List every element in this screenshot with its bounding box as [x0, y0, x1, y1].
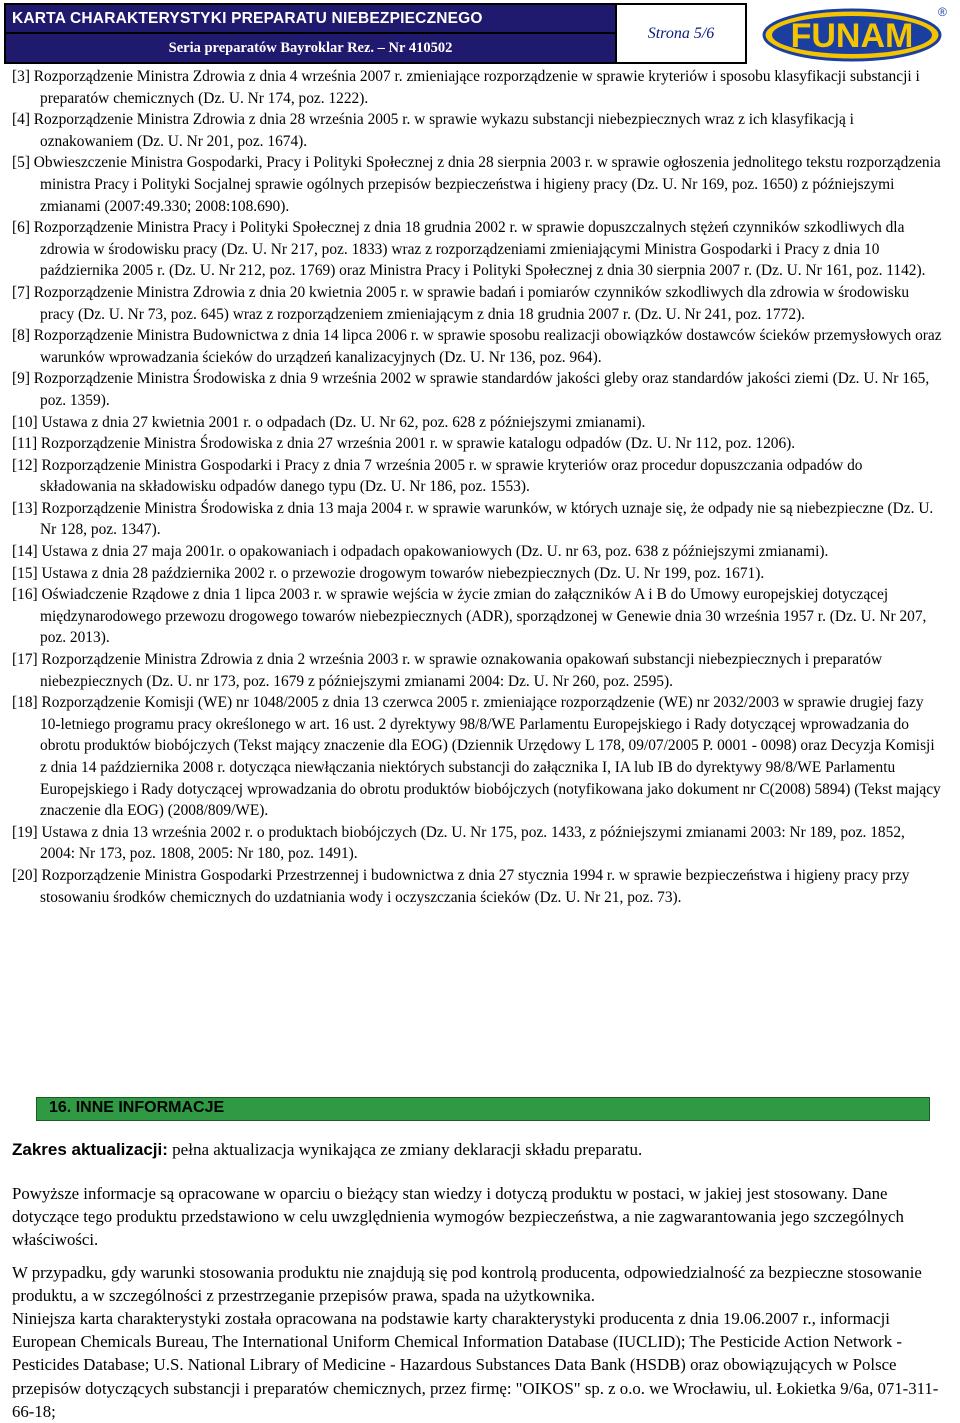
update-scope-label: Zakres aktualizacji:	[12, 1140, 168, 1159]
reference-item: [4] Rozporządzenie Ministra Zdrowia z dnia 28 września 2005 r. w sprawie wykazu substancji niebezpiecznych wraz z ich klasyfikacją i oznakowaniem (Dz. U. Nr 201, poz. 1674).	[12, 111, 854, 150]
reference-item: [12] Rozporządzenie Ministra Gospodarki i Pracy z dnia 7 września 2005 r. w sprawie kryteriów oraz procedur dopuszczania odpadów do składowania na składowisku odpadów danego typu (Dz. U. Nr 186, poz. 1553).	[12, 456, 863, 496]
reference-item: [14] Ustawa z dnia 27 maja 2001r. o opakowaniach i odpadach opakowaniowych (Dz. U. nr 63, poz. 638 z późniejszymi zmianami).	[12, 543, 829, 561]
document-title: KARTA CHARAKTERYSTYKI PREPARATU NIEBEZPIECZNEGO	[5, 4, 616, 33]
section-16-heading: 16. INNE INFORMACJE	[49, 1099, 225, 1116]
update-scope	[12, 1138, 942, 1162]
logo-text: FUNAM	[790, 17, 914, 55]
product-series: Seria preparatów Bayroklar Rez. – Nr 410502	[5, 33, 616, 63]
reference-item: [11] Rozporządzenie Ministra Środowiska z dnia 27 września 2001 r. w sprawie katalogu odpadów (Dz. U. Nr 112, poz. 1206).	[12, 435, 796, 453]
reference-item: [15] Ustawa z dnia 28 października 2002 r. o przewozie drogowym towarów niebezpiecznych (Dz. U. Nr 199, poz. 1671).	[12, 564, 765, 582]
reference-item: [20] Rozporządzenie Ministra Gospodarki Przestrzennej i budownictwa z dnia 27 stycznia 1994 r. w sprawie bezpieczeństwa i higieny pracy przy stosowaniu środków chemicznych do uzdatniania wody i oczyszczania ścieków (Dz. U. Nr 21, poz. 73).	[12, 866, 910, 906]
info-paragraph: W przypadku, gdy warunki stosowania produktu nie znajdują się pod kontrolą producenta, odpowiedzialność za bezpieczne stosowanie produktu, a w szczególności z przestrzeganie przepisów prawa, spada na użytkownika.	[12, 1262, 922, 1305]
update-scope-text: pełna aktualizacja wynikająca ze zmiany deklaracji składu preparatu.	[167, 1140, 643, 1159]
reference-item: [16] Oświadczenie Rządowe z dnia 1 lipca 2003 r. w sprawie wejścia w życie zmian do załączników A i B do Umowy europejskiej dotyczącej międzynarodowego przewozu drogowego towarów niebezpiecznych (ADR), sporządzonej w Genewie dnia 30 września 1957 r. (Dz. U. Nr 207, poz. 2013).	[12, 586, 927, 647]
info-paragraph: Niniejsza karta charakterystyki została opracowana na podstawie karty charakterystyki producenta z dnia 19.06.2007 r., informacji European Chemicals Bureau, The International Uniform Chemical Information Database (IUCLID); The Pesticide Action Network - Pesticides Database; U.S. National Library of Medicine - Hazardous Substances Data Bank (HSDB) oraz obowiązujących w Polsce przepisów dotyczących substancji i preparatów chemicznych, przez firmę: "OIKOS" sp. z o.o. we Wrocławiu, ul. Łokietka 9/6a, 071-311-66-18;	[12, 1309, 939, 1421]
section-16-heading-bar	[36, 1097, 930, 1121]
reference-item: [3] Rozporządzenie Ministra Zdrowia z dnia 4 września 2007 r. zmieniające rozporządzenie w sprawie kryteriów i sposobu klasyfikacji substancji i preparatów chemicznych (Dz. U. Nr 174, poz. 1222).	[12, 68, 920, 107]
other-information	[12, 1182, 947, 1423]
reference-item: [17] Rozporządzenie Ministra Zdrowia z dnia 2 września 2003 r. w sprawie oznakowania opakowań substancji niebezpiecznych i preparatów niebezpiecznych (Dz. U. nr 173, poz. 1679 z późniejszymi zmianami 2004: Dz. U. Nr 260, poz. 2595).	[12, 651, 883, 690]
reference-item: [18] Rozporządzenie Komisji (WE) nr 1048/2005 z dnia 13 czerwca 2005 r. zmieniające rozporządzenie (WE) nr 2032/2003 w sprawie drugiej fazy 10-letniego programu pracy określonego w art. 16 ust. 2 dyrektywy 98/8/WE Parlamentu Europejskiego i Rady dotyczącej wprowadzania do obrotu produktów biobójczych (Tekst mający znaczenie dla EOG) (Dziennik Urzędowy L 178, 09/07/2005 P. 0001 - 0098) oraz Decyzja Komisji z dnia 14 października 2008 r. dotycząca niewłączania niektórych substancji do załącznika I, IA lub IB do dyrektywy 98/8/WE Parlamentu Europejskiego i Rady dotyczącej wprowadzania do obrotu produktów biobójczych (notyfikowana jako dokument nr C(2008) 5894) (Tekst mający znaczenie dla EOG) (2008/809/WE).	[12, 694, 941, 820]
reference-item: [10] Ustawa z dnia 27 kwietnia 2001 r. o odpadach (Dz. U. Nr 62, poz. 628 z późniejszymi zmianami).	[12, 413, 646, 431]
references-list	[12, 66, 942, 908]
reference-item: [6] Rozporządzenie Ministra Pracy i Polityki Społecznej z dnia 18 grudnia 2002 r. w sprawie dopuszczalnych stężeń czynników szkodliwych dla zdrowia w środowisku pracy (Dz. U. Nr 217, poz. 1833) wraz z rozporządzeniami zmieniającymi Ministra Gospodarki i Pracy z dnia 10 października 2005 r. (Dz. U. Nr 212, poz. 1769) oraz Ministra Pracy i Polityki Społecznej z dnia 30 sierpnia 2007 r. (Dz. U. Nr 161, poz. 1142).	[12, 219, 926, 280]
reference-item: [7] Rozporządzenie Ministra Zdrowia z dnia 20 kwietnia 2005 r. w sprawie badań i pomiarów czynników szkodliwych dla zdrowia w środowisku pracy (Dz. U. Nr 73, poz. 645) wraz z rozporządzeniem zmieniającym z dnia 18 grudnia 2007 r. (Dz. U. Nr 241, poz. 1772).	[12, 283, 910, 323]
page-number: Strona 5/6	[616, 4, 746, 63]
reference-item: [9] Rozporządzenie Ministra Środowiska z dnia 9 września 2002 w sprawie standardów jakości gleby oraz standardów jakości ziemi (Dz. U. Nr 165, poz. 1359).	[12, 370, 930, 409]
reference-item: [5] Obwieszczenie Ministra Gospodarki, Pracy i Polityki Społecznej z dnia 28 sierpnia 2003 r. w sprawie ogłoszenia jednolitego tekstu rozporządzenia ministra Pracy i Polityki Socjalnej sprawie ogólnych przepisów bezpieczeństwa i higieny pracy (Dz. U. Nr 169, poz. 1650) z późniejszymi zmianami (2007:49.330; 2008:108.690).	[12, 154, 941, 215]
reference-item: [8] Rozporządzenie Ministra Budownictwa z dnia 14 lipca 2006 r. w sprawie sposobu realizacji obowiązków dostawców ścieków przemysłowych oraz warunków wprowadzania ścieków do urządzeń kanalizacyjnych (Dz. U. Nr 136, poz. 964).	[12, 327, 942, 366]
funam-logo	[760, 4, 948, 62]
document-header	[4, 3, 747, 64]
reference-item: [13] Rozporządzenie Ministra Środowiska z dnia 13 maja 2004 r. w sprawie warunków, w których uznaje się, że odpady nie są niebezpieczne (Dz. U. Nr 128, poz. 1347).	[12, 499, 934, 539]
logo-registered-mark: ®	[938, 5, 947, 19]
info-paragraph: Powyższe informacje są opracowane w oparciu o bieżący stan wiedzy i dotyczą produktu w postaci, w jakiej jest stosowany. Dane dotyczące tego produktu przedstawiono w celu uwzględnienia wymogów bezpieczeństwa, a nie zagwarantowania jego szczególnych właściwości.	[12, 1184, 904, 1250]
reference-item: [19] Ustawa z dnia 13 września 2002 r. o produktach biobójczych (Dz. U. Nr 175, poz. 1433, z późniejszymi zmianami 2003: Nr 189, poz. 1852, 2004: Nr 173, poz. 1808, 2005: Nr 180, poz. 1491).	[12, 823, 905, 863]
